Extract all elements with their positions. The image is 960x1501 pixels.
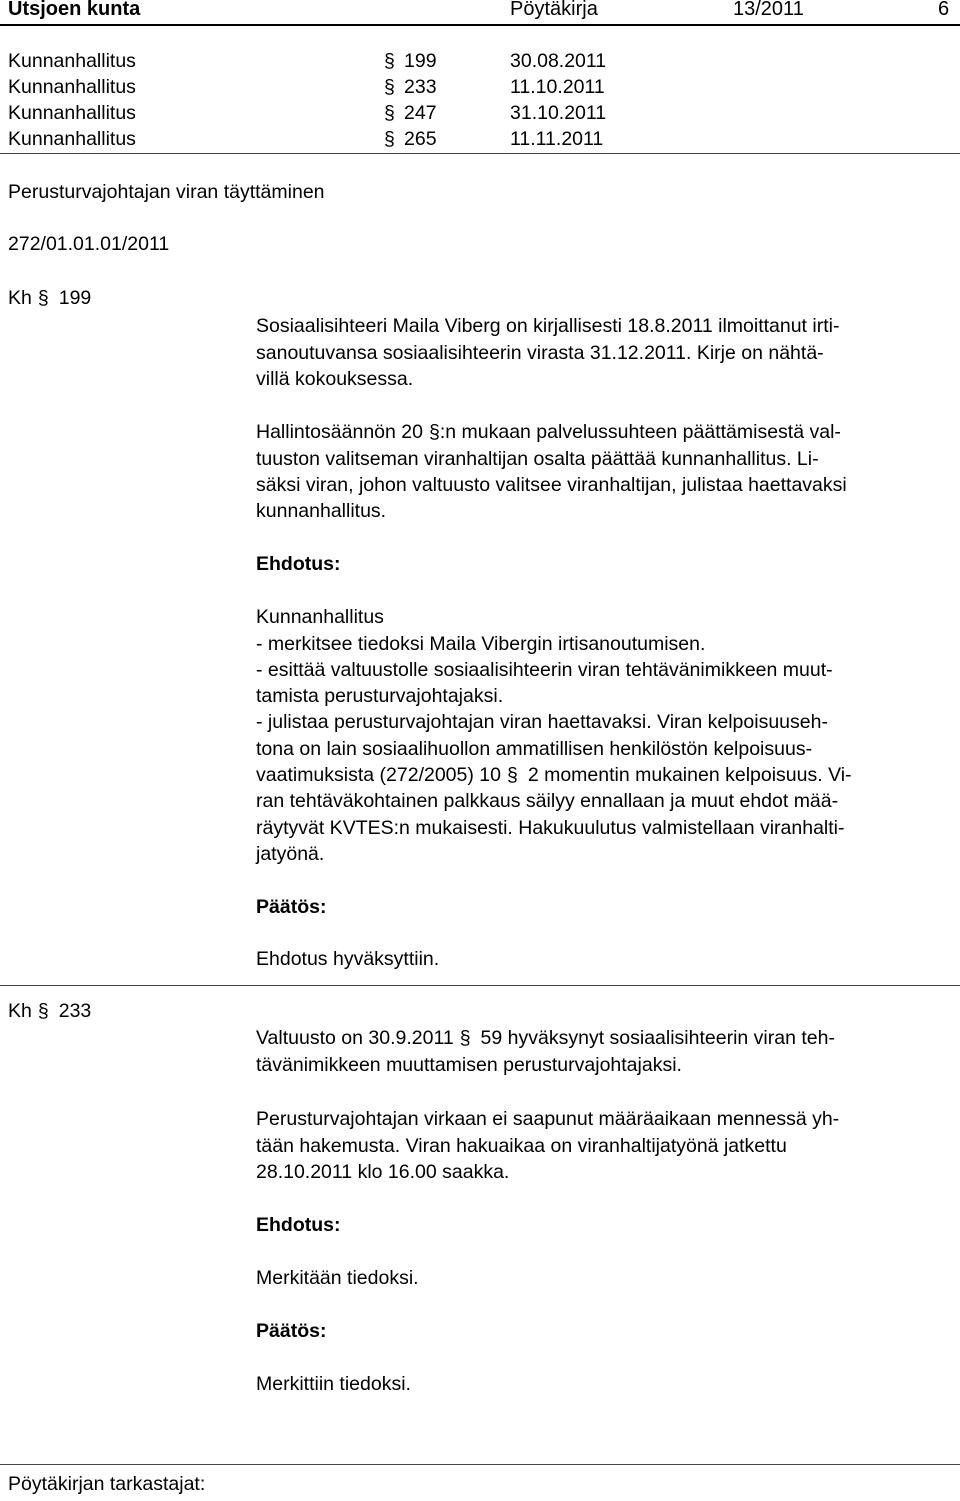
paragraph-line: tävänimikkeen muuttamisen perusturvajohtajaksi. bbox=[256, 1054, 682, 1076]
history-section: 265 bbox=[404, 128, 437, 150]
kh233-rule bbox=[0, 985, 960, 986]
kh-label: Kh bbox=[8, 287, 32, 309]
municipality-name: Utsjoen kunta bbox=[8, 0, 141, 20]
paragraph-line: 28.10.2011 klo 16.00 saakka. bbox=[256, 1161, 510, 1183]
text-fragment: 59 hyväksynyt sosiaalisihteerin viran teh- bbox=[480, 1027, 835, 1049]
proposal-text: Merkitään tiedoksi. bbox=[256, 1267, 419, 1289]
proposal-line: - julistaa perusturvajohtajan viran haettavaksi. Viran kelpoisuuseh- bbox=[256, 711, 828, 733]
history-body: Kunnanhallitus bbox=[8, 76, 136, 98]
history-row bbox=[8, 76, 136, 99]
section-symbol-icon: § bbox=[428, 421, 440, 443]
document-type: Pöytäkirja bbox=[510, 0, 598, 20]
paragraph-line: Sosiaalisihteeri Maila Viberg on kirjallisesti 18.8.2011 ilmoittanut irti- bbox=[256, 315, 840, 337]
section-symbol-icon: § bbox=[384, 102, 395, 124]
history-body: Kunnanhallitus bbox=[8, 102, 136, 124]
signers-label: Pöytäkirjan tarkastajat: bbox=[8, 1473, 206, 1495]
history-date: 11.11.2011 bbox=[510, 128, 604, 150]
proposal-line: - esittää valtuustolle sosiaalisihteerin viran tehtävänimikkeen muut- bbox=[256, 659, 833, 681]
text-fragment: Valtuusto on 30.9.2011 bbox=[256, 1027, 454, 1049]
text-fragment: 2 momentin mukainen kelpoisuus. Vi- bbox=[527, 764, 852, 786]
proposal-line: - merkitsee tiedoksi Maila Vibergin irtisanoutumisen. bbox=[256, 633, 706, 655]
text-fragment: vaatimuksista (272/2005) 10 bbox=[256, 764, 501, 786]
section-symbol-icon: § bbox=[384, 76, 395, 98]
matter-title: Perusturvajohtajan viran täyttäminen bbox=[8, 181, 325, 203]
history-section: 233 bbox=[404, 76, 437, 98]
paragraph-line: tuuston valitseman viranhaltijan osalta päättää kunnanhallitus. Li- bbox=[256, 448, 819, 470]
history-body: Kunnanhallitus bbox=[8, 50, 136, 72]
paragraph-line: sanoutuvansa sosiaalisihteerin virasta 31.12.2011. Kirje on nähtä- bbox=[256, 342, 824, 364]
paragraph-line bbox=[256, 1025, 835, 1052]
history-row bbox=[8, 128, 136, 151]
section-symbol-icon: § bbox=[37, 1000, 49, 1022]
paragraph-line bbox=[256, 419, 841, 446]
decision-heading: Päätös: bbox=[256, 1320, 327, 1342]
proposal-line: räytyvät KVTES:n mukaisesti. Hakukuulutus valmistellaan viranhalti- bbox=[256, 817, 845, 839]
history-date: 30.08.2011 bbox=[510, 50, 607, 72]
history-row bbox=[8, 50, 136, 73]
document-number: 13/2011 bbox=[733, 0, 804, 20]
proposal-line: ran tehtäväkohtainen palkkaus säilyy ennallaan ja muut ehdot mää- bbox=[256, 790, 839, 812]
history-section: 199 bbox=[404, 50, 437, 72]
page-number: 6 bbox=[938, 0, 950, 20]
kh-label: Kh bbox=[8, 1000, 32, 1022]
history-date: 11.10.2011 bbox=[510, 76, 605, 98]
footer-rule bbox=[0, 1464, 960, 1465]
history-rule bbox=[0, 153, 960, 154]
proposal-heading: Ehdotus: bbox=[256, 1214, 341, 1236]
kh-section: 233 bbox=[58, 1000, 92, 1022]
proposal-line: tona on lain sosiaalihuollon ammatillisen henkilöstön kelpoisuus- bbox=[256, 738, 813, 760]
paragraph-line: Perusturvajohtajan virkaan ei saapunut määräaikaan mennessä yh- bbox=[256, 1108, 840, 1130]
history-section: 247 bbox=[404, 102, 437, 124]
kh-section: 199 bbox=[58, 287, 92, 309]
section-symbol-icon: § bbox=[37, 287, 49, 309]
section-symbol-icon: § bbox=[384, 50, 395, 72]
header-rule bbox=[0, 24, 960, 26]
history-body: Kunnanhallitus bbox=[8, 128, 136, 150]
section-symbol-icon: § bbox=[506, 764, 518, 786]
section-symbol-icon: § bbox=[384, 128, 395, 150]
decision-heading: Päätös: bbox=[256, 896, 327, 918]
proposal-line: tamista perusturvajohtajaksi. bbox=[256, 685, 504, 707]
record-id: 272/01.01.01/2011 bbox=[8, 233, 170, 255]
decision-text: Merkittiin tiedoksi. bbox=[256, 1373, 411, 1395]
proposal-line bbox=[256, 762, 852, 789]
history-date: 31.10.2011 bbox=[510, 102, 607, 124]
paragraph-line: villä kokouksessa. bbox=[256, 368, 414, 390]
history-row bbox=[8, 102, 136, 125]
section-symbol-icon: § bbox=[459, 1027, 471, 1049]
proposal-line: jatyönä. bbox=[256, 843, 325, 865]
text-fragment: :n mukaan palvelussuhteen päättämisestä val- bbox=[439, 421, 841, 443]
kh233-label bbox=[8, 1000, 91, 1023]
decision-text: Ehdotus hyväksyttiin. bbox=[256, 948, 440, 970]
paragraph-line: tään hakemusta. Viran hakuaikaa on viranhaltijatyönä jatkettu bbox=[256, 1135, 787, 1157]
kh199-label bbox=[8, 287, 91, 310]
proposal-line: Kunnanhallitus bbox=[256, 606, 384, 628]
proposal-heading: Ehdotus: bbox=[256, 553, 341, 575]
paragraph-line: kunnanhallitus. bbox=[256, 500, 387, 522]
text-fragment: Hallintosäännön 20 bbox=[256, 421, 423, 443]
paragraph-line: säksi viran, johon valtuusto valitsee viranhaltijan, julistaa haettavaksi bbox=[256, 474, 847, 496]
